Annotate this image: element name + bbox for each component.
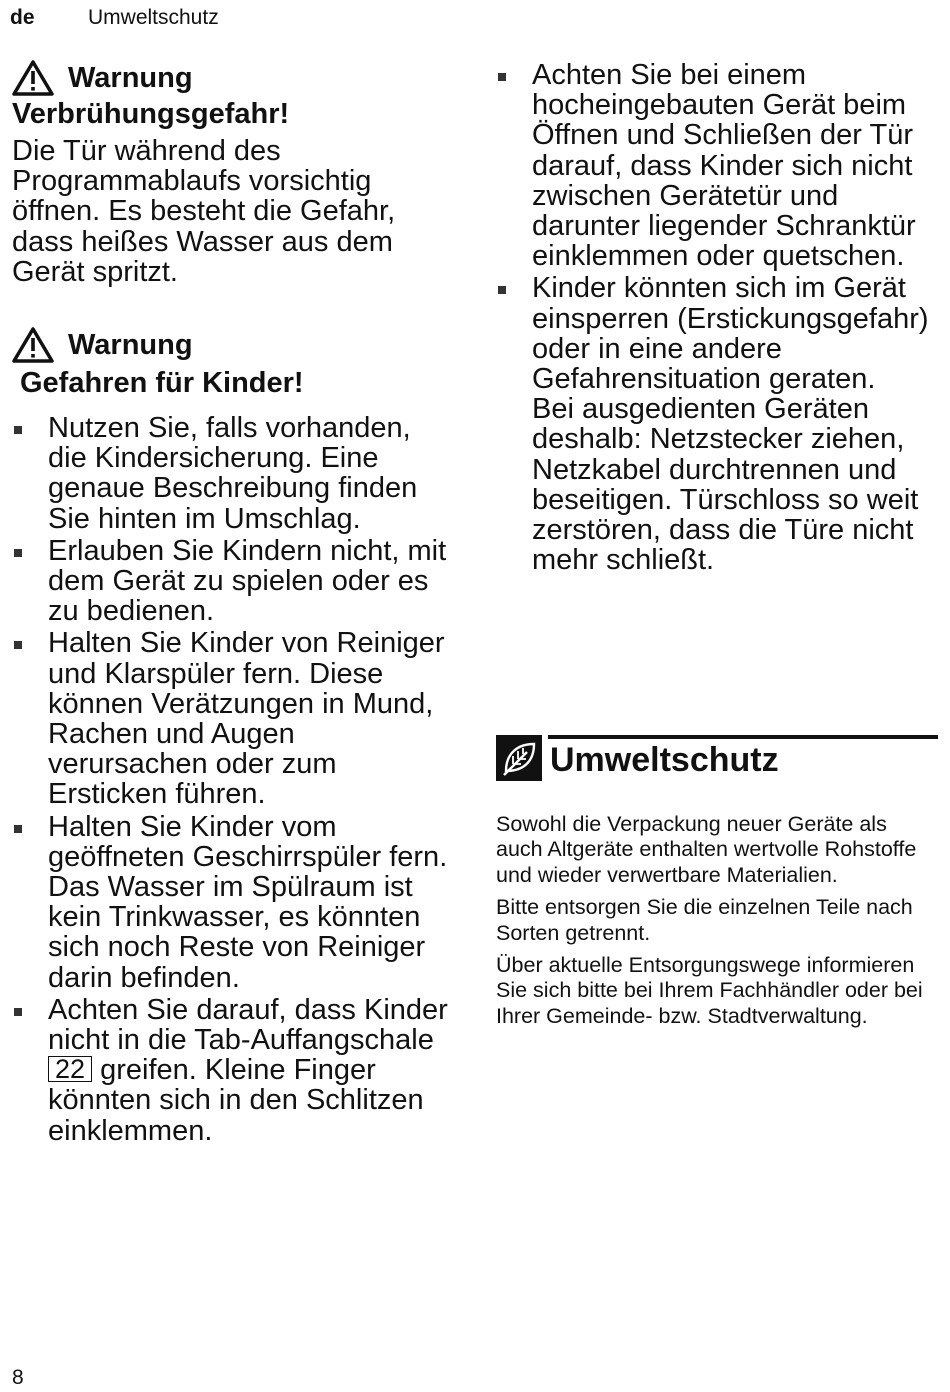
children-safety-list [12, 413, 452, 1146]
warning-heading-children [12, 327, 452, 363]
warning-title-children: Gefahren für Kinder! [20, 367, 304, 400]
warning-title-scalding: Verbrühungsgefahr! [12, 98, 290, 130]
paragraph: Sowohl die Verpackung neuer Geräte als auch Altgeräte enthalten wertvolle Rohstoffe und wieder verwertbare Materialien. [496, 812, 917, 887]
page-header [10, 6, 219, 30]
list-item: Achten Sie darauf, dass Kinder nicht in die Tab-Auffangschale 22 greifen. Kleine Finger könnten sich in den Schlitzen einklemmen. [12, 995, 452, 1146]
bullet-square-icon [498, 286, 506, 294]
left-column [12, 60, 452, 1148]
right-column [496, 60, 938, 577]
warning-label: Warnung [68, 329, 193, 362]
warning-heading-scalding [12, 60, 452, 96]
environment-text [496, 812, 938, 1036]
list-item: Kinder könnten sich im Gerät einsperren (Erstickungsgefahr) oder in eine andere Gefahrensituation geraten. Bei ausgedienten Geräten deshalb: Netzstecker ziehen, Netzkabel durchtrennen und beseitigen. Türschloss so weit zerstören, dass die Türe nicht mehr schließt. [496, 273, 938, 575]
children-safety-list-continued [496, 60, 938, 575]
list-item: Erlauben Sie Kindern nicht, mit dem Gerät zu spielen oder es zu bedienen. [12, 536, 452, 627]
list-item: Halten Sie Kinder vom geöffneten Geschirrspüler fern. Das Wasser im Spülraum ist kein Trinkwasser, es könnten sich noch Reste von Reiniger darin befinden. [12, 812, 452, 993]
bullet-square-icon [14, 641, 22, 649]
warning-text-scalding: Die Tür während des Programmablaufs vorsichtig öffnen. Es besteht die Gefahr, dass heißes Wasser aus dem Gerät spritzt. [12, 135, 396, 288]
page-number: 8 [12, 1366, 24, 1389]
heading-rule [548, 735, 938, 739]
warning-triangle-icon [12, 60, 54, 96]
bullet-square-icon [14, 825, 22, 833]
paragraph: Bitte entsorgen Sie die einzelnen Teile nach Sorten getrennt. [496, 895, 913, 945]
bullet-square-icon [14, 1008, 22, 1016]
bullet-square-icon [14, 426, 22, 434]
bullet-square-icon [14, 549, 22, 557]
section-title: Umweltschutz [550, 741, 779, 779]
section-heading-environment [496, 735, 938, 785]
paragraph: Über aktuelle Entsorgungswege informieren Sie sich bitte bei Ihrem Fachhändler oder bei Ihrer Gemeinde- bzw. Stadtverwaltung. [496, 953, 923, 1028]
language-code: de [10, 6, 35, 29]
list-item: Nutzen Sie, falls vorhanden, die Kindersicherung. Eine genaue Beschreibung finden Sie hinten im Umschlag. [12, 413, 452, 534]
section-name: Umweltschutz [88, 6, 219, 29]
bullet-square-icon [498, 73, 506, 81]
part-reference-number: 22 [48, 1056, 92, 1082]
leaf-icon [496, 735, 542, 781]
disposal-instruction: Bei ausgedienten Geräten deshalb: Netzstecker ziehen, Netzkabel durchtrennen und beseitigen. Türschloss so weit zerstören, dass die Türe nicht mehr schließt. [532, 393, 919, 577]
list-item: Halten Sie Kinder von Reiniger und Klarspüler fern. Diese können Verätzungen in Mund, Rachen und Augen verursachen oder zum Ersticken führen. [12, 628, 452, 809]
warning-triangle-icon [12, 327, 54, 363]
warning-label: Warnung [68, 62, 193, 94]
list-item: Achten Sie bei einem hocheingebauten Gerät beim Öffnen und Schließen der Tür darauf, dass Kinder sich nicht zwischen Gerätetür und darunter liegender Schranktür einklemmen oder quetschen. [496, 60, 938, 271]
